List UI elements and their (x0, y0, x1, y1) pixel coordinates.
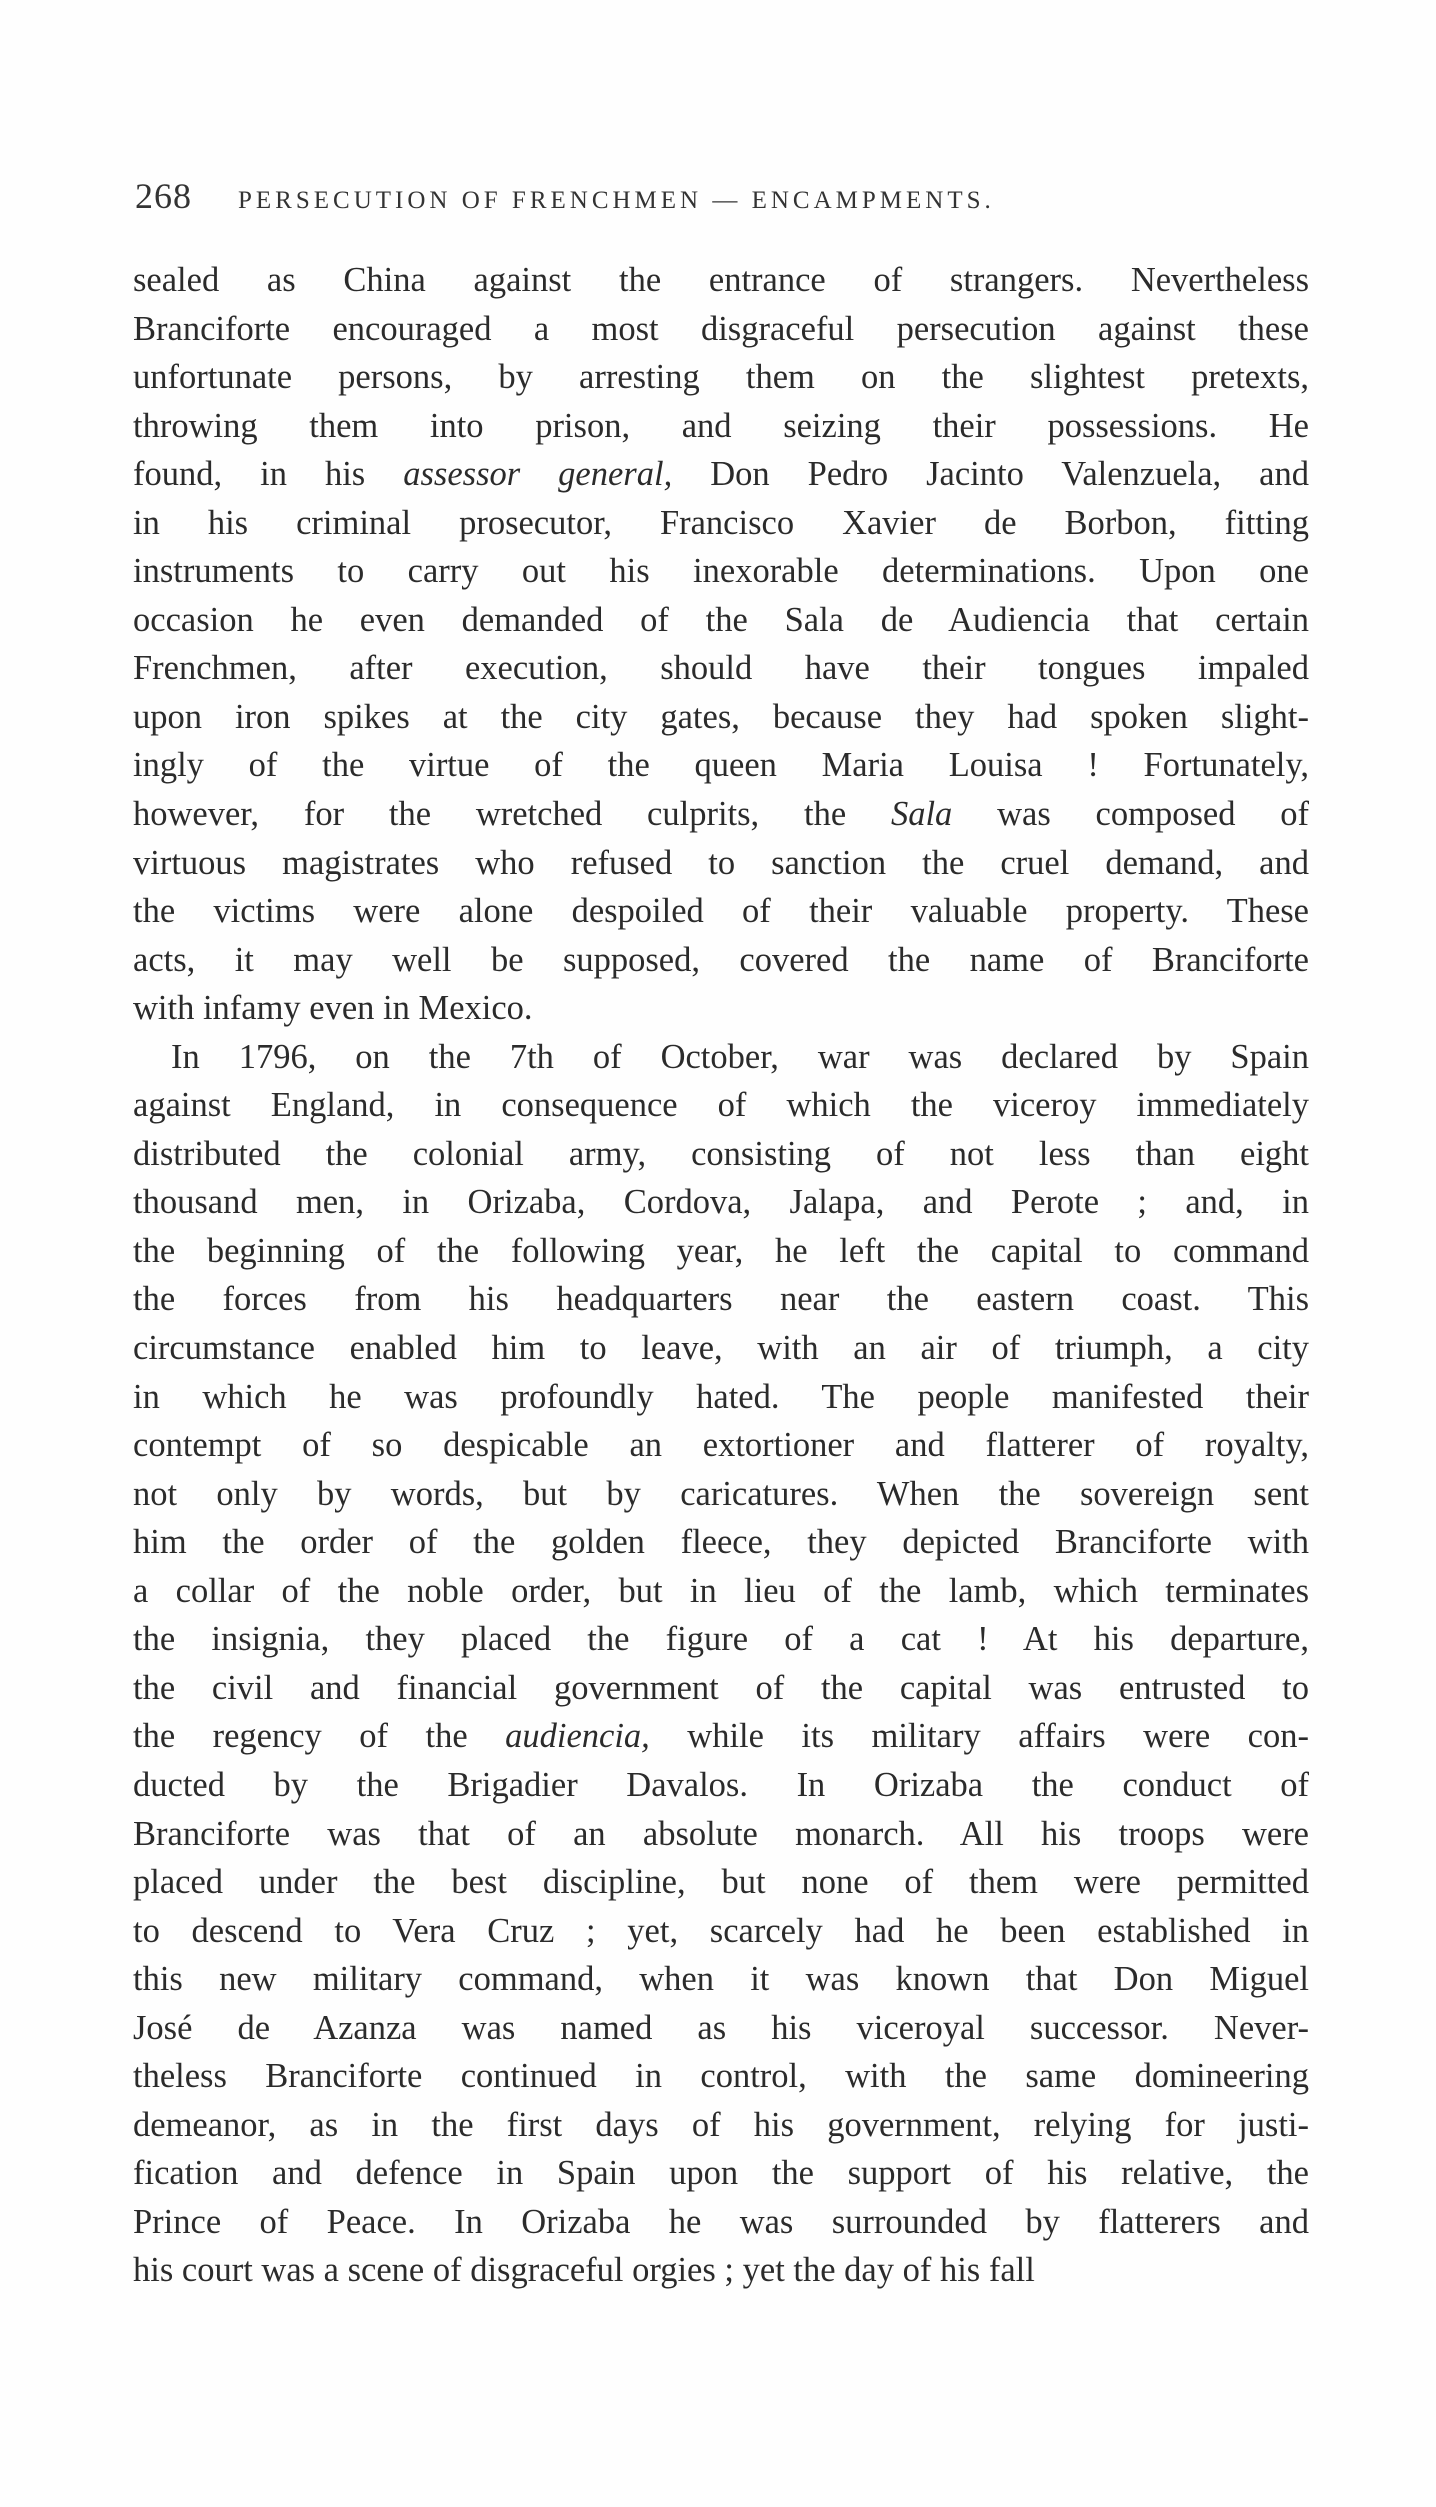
running-head (135, 175, 1310, 215)
text-segment: found, in his (133, 455, 404, 494)
text-line (133, 305, 1309, 354)
text-line (133, 256, 1309, 305)
text-segment: José de Azanza was named as his viceroyal successor. Never- (133, 2008, 1309, 2047)
text-line (133, 1421, 1309, 1470)
text-segment: placed under the best discipline, but none of them were permitted (133, 1863, 1309, 1902)
text-line (133, 1275, 1309, 1324)
text-segment: to descend to Vera Cruz ; yet, scarcely had he been established in (133, 1911, 1309, 1950)
page-number: 268 (135, 176, 192, 216)
text-segment: his court was a scene of disgraceful orgies ; yet the day of his fall (133, 2251, 1035, 2290)
text-segment: a collar of the noble order, but in lieu of the lamb, which terminates (133, 1571, 1309, 1610)
text-segment: the forces from his headquarters near the eastern coast. This (133, 1280, 1309, 1319)
text-line (133, 741, 1309, 790)
text-line (133, 1130, 1309, 1179)
text-line (133, 1761, 1309, 1810)
text-segment: Branciforte was that of an absolute monarch. All his troops were (133, 1814, 1309, 1853)
text-line (133, 1858, 1309, 1907)
text-line (133, 1567, 1309, 1616)
text-line (133, 839, 1309, 888)
text-segment: in his criminal prosecutor, Francisco Xavier de Borbon, fitting (133, 503, 1309, 542)
text-line (133, 644, 1309, 693)
body-text (133, 256, 1309, 2295)
text-line (133, 1227, 1309, 1276)
text-segment: distributed the colonial army, consisting of not less than eight (133, 1134, 1309, 1173)
text-segment: occasion he even demanded of the Sala de Audiencia that certain (133, 600, 1309, 639)
text-segment: throwing them into prison, and seizing their possessions. He (133, 406, 1309, 445)
text-line (133, 2052, 1309, 2101)
text-line (133, 790, 1309, 839)
text-line (133, 1324, 1309, 1373)
italic-text: Sala (890, 795, 953, 834)
text-segment: theless Branciforte continued in control, with the same domineering (133, 2057, 1309, 2096)
text-segment: sealed as China against the entrance of strangers. Nevertheless (133, 261, 1309, 299)
text-segment: In 1796, on the 7th of October, war was declared by Spain (171, 1037, 1309, 1076)
text-segment: upon iron spikes at the city gates, because they had spoken slight- (133, 697, 1309, 736)
text-line (133, 693, 1309, 742)
text-segment: ducted by the Brigadier Davalos. In Orizaba the conduct of (133, 1765, 1309, 1804)
text-line (133, 450, 1309, 499)
text-segment: while its military affairs were con- (649, 1717, 1309, 1756)
text-segment: Prince of Peace. In Orizaba he was surrounded by flatterers and (133, 2202, 1309, 2241)
text-segment: fication and defence in Spain upon the support of his relative, the (133, 2154, 1309, 2193)
text-line (133, 1615, 1309, 1664)
text-segment: however, for the wretched culprits, the (133, 795, 891, 834)
text-line (133, 2246, 1309, 2295)
text-line (133, 2101, 1309, 2150)
italic-text: audiencia, (505, 1717, 650, 1756)
text-segment: the regency of the (133, 1717, 506, 1756)
text-line (133, 1178, 1309, 1227)
text-line (133, 1664, 1309, 1713)
text-segment: Branciforte encouraged a most disgraceful persecution against these (133, 309, 1309, 348)
text-segment: demeanor, as in the first days of his government, relying for justi- (133, 2105, 1309, 2144)
text-line (133, 1518, 1309, 1567)
text-segment: virtuous magistrates who refused to sanction the cruel demand, and (133, 843, 1309, 882)
text-line (133, 1033, 1309, 1082)
text-segment: thousand men, in Orizaba, Cordova, Jalapa, and Perote ; and, in (133, 1183, 1309, 1222)
italic-text: assessor general, (403, 455, 673, 494)
text-line (133, 1810, 1309, 1859)
running-title: PERSECUTION OF FRENCHMEN — ENCAMPMENTS. (238, 187, 995, 214)
text-segment: the victims were alone despoiled of their valuable property. These (133, 892, 1309, 931)
text-line (133, 984, 1309, 1033)
text-segment: contempt of so despicable an extortioner and flatterer of royalty, (133, 1426, 1309, 1465)
text-segment: in which he was profoundly hated. The people manifested their (133, 1377, 1309, 1416)
text-line (133, 1470, 1309, 1519)
text-segment: not only by words, but by caricatures. When the sovereign sent (133, 1474, 1309, 1513)
text-segment: Frenchmen, after execution, should have their tongues impaled (133, 649, 1309, 688)
text-segment: acts, it may well be supposed, covered the name of Branciforte (133, 940, 1309, 979)
text-segment: the civil and financial government of the capital was entrusted to (133, 1668, 1309, 1707)
text-segment: instruments to carry out his inexorable determinations. Upon one (133, 552, 1309, 591)
text-line (133, 596, 1309, 645)
text-line (133, 887, 1309, 936)
text-segment: with infamy even in Mexico. (133, 989, 533, 1028)
text-segment: against England, in consequence of which the viceroy immediately (133, 1086, 1309, 1125)
text-line (133, 1712, 1309, 1761)
text-segment: unfortunate persons, by arresting them on the slightest pretexts, (133, 358, 1309, 397)
text-segment: Don Pedro Jacinto Valenzuela, and (672, 455, 1309, 494)
text-line (133, 2149, 1309, 2198)
text-line (133, 1081, 1309, 1130)
text-line (133, 1373, 1309, 1422)
text-segment: ingly of the virtue of the queen Maria Louisa ! Fortunately, (133, 746, 1309, 785)
text-segment: this new military command, when it was known that Don Miguel (133, 1960, 1309, 1999)
text-segment: circumstance enabled him to leave, with an air of triumph, a city (133, 1329, 1309, 1368)
text-segment: was composed of (952, 795, 1309, 834)
text-line (133, 499, 1309, 548)
text-segment: the insignia, they placed the figure of a cat ! At his departure, (133, 1620, 1309, 1659)
text-line (133, 1955, 1309, 2004)
text-line (133, 547, 1309, 596)
text-line (133, 936, 1309, 985)
text-line (133, 2198, 1309, 2247)
text-line (133, 2004, 1309, 2053)
text-line (133, 402, 1309, 451)
text-line (133, 353, 1309, 402)
text-segment: the beginning of the following year, he left the capital to command (133, 1231, 1309, 1270)
text-line (133, 1907, 1309, 1956)
text-segment: him the order of the golden fleece, they depicted Branciforte with (133, 1523, 1309, 1562)
